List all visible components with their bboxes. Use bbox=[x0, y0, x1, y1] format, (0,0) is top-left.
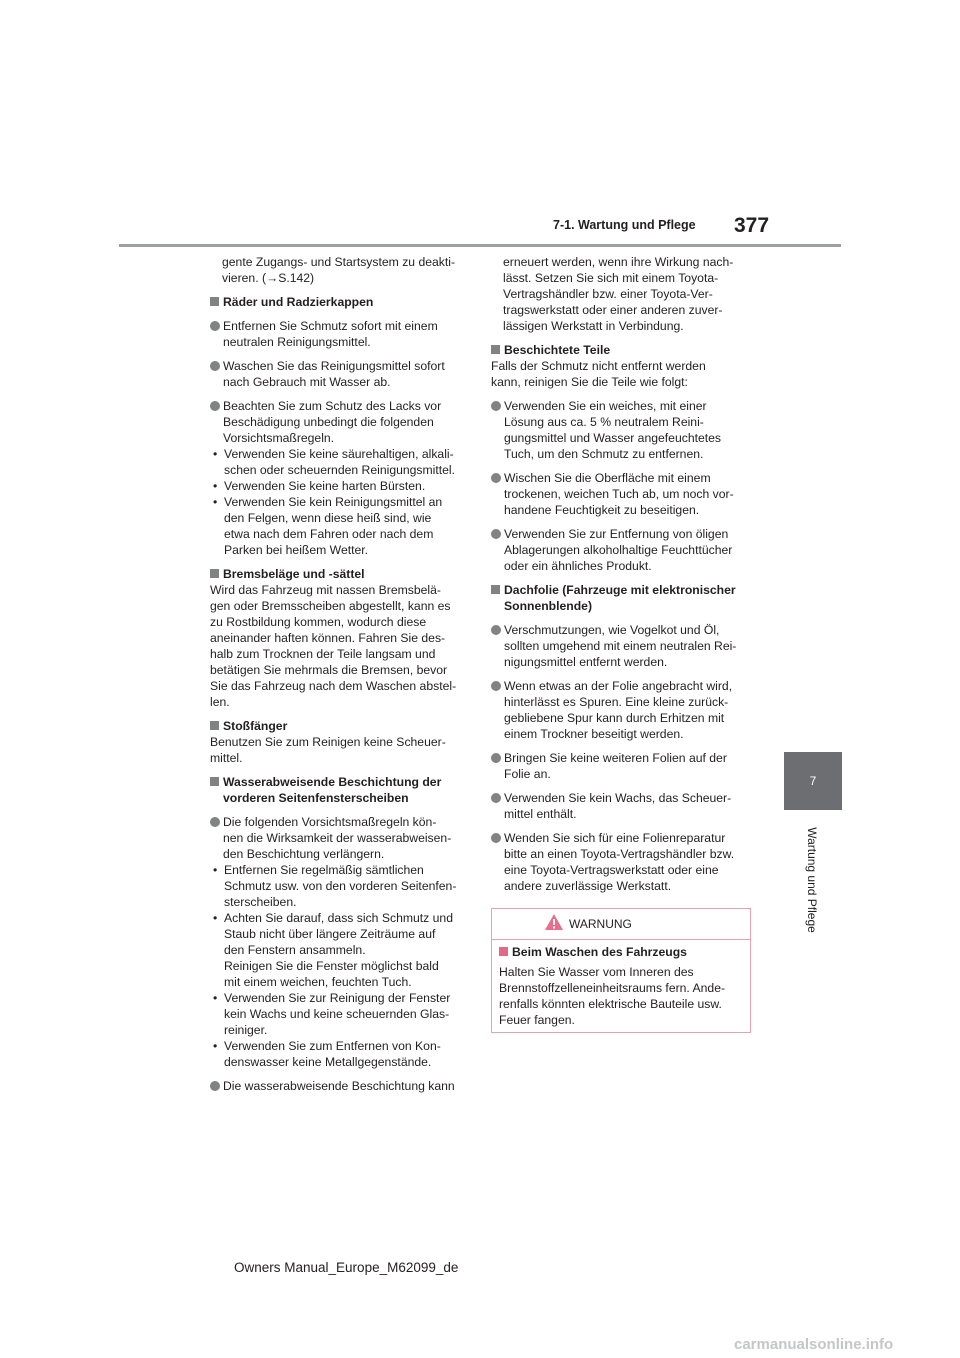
watermark: carmanualsonline.info bbox=[734, 1336, 894, 1353]
bullet-item: Verschmutzungen, wie Vogelkot und Öl, sollten umgehend mit einem neutralen Rei- nigungsmittel entfernt werden. bbox=[491, 622, 747, 670]
bullet-item: Wischen Sie die Oberfläche mit einem trockenen, weichen Tuch ab, um noch vor- handene Feuchtigkeit zu beseitigen. bbox=[491, 470, 747, 518]
heading-bumper: Stoßfänger bbox=[210, 718, 466, 734]
section-title: 7-1. Wartung und Pflege bbox=[553, 218, 696, 232]
paragraph: Wird das Fahrzeug mit nassen Bremsbelä- gen oder Bremsscheiben abgestellt, kann es zu Rostbildung kommen, wodurch diese aneinander haften können. Fahren Sie des- halb zum Trocknen der Teile langsam und betätigen Sie mehrmals die Bremsen, bevor Sie das Fahrzeug nach dem Waschen abstel- len. bbox=[210, 583, 457, 709]
sub-item: • Verwenden Sie keine säurehaltigen, alkali- schen oder scheuernden Reinigungsmittel. bbox=[210, 446, 466, 478]
chapter-side-label: Wartung und Pflege bbox=[805, 827, 819, 933]
heading-roof-film: Dachfolie (Fahrzeuge mit elektronischer Sonnenblende) bbox=[491, 582, 747, 614]
bullet-item: Beachten Sie zum Schutz des Lacks vor Beschädigung unbedingt die folgenden Vorsichtsmaßregeln. bbox=[210, 398, 466, 446]
sub-item: • Entfernen Sie regelmäßig sämtlichen Schmutz usw. von den vorderen Seitenfen- sterscheiben. bbox=[210, 862, 466, 910]
continued-text: erneuert werden, wenn ihre Wirkung nach- lässt. Setzen Sie sich mit einem Toyota- Vertragshändler bzw. einer Toyota-Ver- tragswerkstatt oder einer anderen zuver- lässigen Werkstatt in Verbindung. bbox=[503, 255, 734, 333]
sub-item: • Verwenden Sie kein Reinigungsmittel an den Felgen, wenn diese heiß sind, wie etwa nach dem Fahren oder nach dem Parken bei heißem Wetter. bbox=[210, 494, 466, 558]
heading-coated-parts: Beschichtete Teile bbox=[491, 342, 747, 358]
continued-text: gente Zugangs- und Startsystem zu deakti- vieren. (→S.142) bbox=[222, 255, 456, 285]
bullet-item: Waschen Sie das Reinigungsmittel sofort nach Gebrauch mit Wasser ab. bbox=[210, 358, 466, 390]
warning-heading: Beim Waschen des Fahrzeugs bbox=[499, 944, 744, 960]
paragraph: Falls der Schmutz nicht entfernt werden kann, reinigen Sie die Teile wie folgt: bbox=[491, 359, 706, 389]
bullet-item: Verwenden Sie ein weiches, mit einer Lösung aus ca. 5 % neutralem Reini- gungsmittel und Wasser angefeuchtetes Tuch, um den Schmutz zu entfernen. bbox=[491, 398, 747, 462]
heading-water-repellent: Wasserabweisende Beschichtung der vorderen Seitenfensterscheiben bbox=[210, 774, 466, 806]
warning-text: Halten Sie Wasser vom Inneren des Brennstoffzelleneinheitsraums fern. Ande- renfalls könnten elektrische Bauteile usw. Feuer fangen. bbox=[499, 965, 726, 1027]
warning-box bbox=[491, 908, 751, 1033]
bullet-item: Die wasserabweisende Beschichtung kann bbox=[210, 1078, 466, 1094]
header-divider bbox=[119, 244, 841, 247]
bullet-group bbox=[210, 814, 466, 1070]
heading-wheels: Räder und Radzierkappen bbox=[210, 294, 466, 310]
warning-triangle-icon bbox=[544, 913, 564, 936]
bullet-item: Bringen Sie keine weiteren Folien auf der Folie an. bbox=[491, 750, 747, 782]
page-number: 377 bbox=[734, 214, 770, 237]
bullet-item: Die folgenden Vorsichtsmaßregeln kön- nen die Wirksamkeit der wasserabweisen- den Beschichtung verlängern. bbox=[210, 814, 466, 862]
bullet-item: Entfernen Sie Schmutz sofort mit einem neutralen Reinigungsmittel. bbox=[210, 318, 466, 350]
paragraph: Benutzen Sie zum Reinigen keine Scheuer- mittel. bbox=[210, 735, 446, 765]
bullet-item: Wenden Sie sich für eine Folienreparatur bitte an einen Toyota-Vertragshändler bzw. eine Toyota-Vertragswerkstatt oder eine andere zuverlässige Werkstatt. bbox=[491, 830, 747, 894]
sub-item: • Achten Sie darauf, dass sich Schmutz und Staub nicht über längere Zeiträume auf den Fenstern ansammeln. Reinigen Sie die Fenster möglichst bald mit einem weichen, feuchten Tuch. bbox=[210, 910, 466, 990]
warning-body bbox=[492, 940, 750, 1028]
sub-item: • Verwenden Sie zum Entfernen von Kon- denswasser keine Metallgegenstände. bbox=[210, 1038, 466, 1070]
warning-title: WARNUNG bbox=[569, 917, 632, 931]
bullet-item: Verwenden Sie zur Entfernung von öligen Ablagerungen alkoholhaltige Feuchttücher oder ein ähnliches Produkt. bbox=[491, 526, 747, 574]
heading-brakes: Bremsbeläge und -sättel bbox=[210, 566, 466, 582]
footer-text: Owners Manual_Europe_M62099_de bbox=[234, 1260, 459, 1275]
left-column bbox=[210, 254, 466, 1102]
bullet-item: Wenn etwas an der Folie angebracht wird, hinterlässt es Spuren. Eine kleine zurück- gebliebene Spur kann durch Erhitzen mit einem Trockner beseitigt werden. bbox=[491, 678, 747, 742]
chapter-tab: 7 bbox=[784, 752, 842, 810]
sub-item: • Verwenden Sie keine harten Bürsten. bbox=[210, 478, 466, 494]
bullet-group bbox=[210, 398, 466, 558]
sub-item: • Verwenden Sie zur Reinigung der Fenster kein Wachs und keine scheuernden Glas- reiniger. bbox=[210, 990, 466, 1038]
bullet-item: Verwenden Sie kein Wachs, das Scheuer- mittel enthält. bbox=[491, 790, 747, 822]
warning-header bbox=[492, 909, 750, 940]
right-column bbox=[491, 254, 747, 902]
